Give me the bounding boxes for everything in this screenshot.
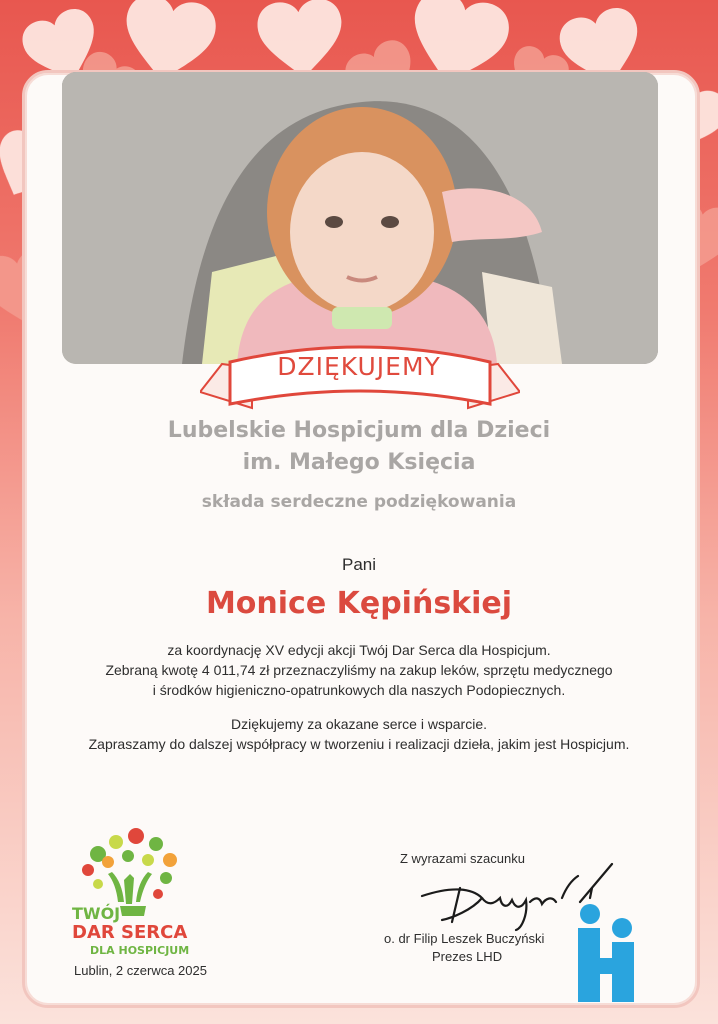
organization-patron: im. Małego Księcia xyxy=(242,450,476,475)
campaign-logo-line-1: TWÓJ xyxy=(72,904,121,923)
child-photo xyxy=(62,72,658,364)
ribbon-title: DZIĘKUJEMY xyxy=(277,352,441,381)
salutation: Pani xyxy=(341,555,377,574)
closing-regards: Z wyrazami szacunku xyxy=(400,851,525,866)
campaign-logo-line-2: DAR SERCA xyxy=(72,922,188,943)
tree-hand-hearts-icon xyxy=(58,824,208,964)
body-line: Zebraną kwotę 4 011,74 zł przeznaczyliśmy na zakup leków, sprzętu medycznego xyxy=(105,662,613,678)
body-line: za koordynację XV edycji akcji Twój Dar Serca dla Hospicjum. xyxy=(167,642,551,658)
hospice-emblem-icon xyxy=(574,902,638,1002)
campaign-logo-line-3: DLA HOSPICJUM xyxy=(90,944,190,957)
signer-name: o. dr Filip Leszek Buczyński xyxy=(384,931,545,946)
body-line: Zapraszamy do dalszej współpracy w tworzeniu i realizacji dzieła, jakim jest Hospicjum. xyxy=(88,736,630,752)
body-paragraph-1 xyxy=(0,640,718,700)
organization-name: Lubelskie Hospicjum dla Dzieci xyxy=(167,418,551,443)
recipient-name: Monice Kępińskiej xyxy=(205,586,513,621)
child-photo-illustration xyxy=(62,72,658,364)
body-line: Dziękujemy za okazane serce i wsparcie. xyxy=(231,716,487,732)
place-and-date: Lublin, 2 czerwca 2025 xyxy=(74,963,207,978)
signer-title: Prezes LHD xyxy=(432,949,503,964)
thanks-line: składa serdeczne podziękowania xyxy=(201,492,517,512)
body-paragraph-2 xyxy=(0,714,718,754)
body-line: i środków higieniczno-opatrunkowych dla naszych Podopiecznych. xyxy=(152,682,566,698)
